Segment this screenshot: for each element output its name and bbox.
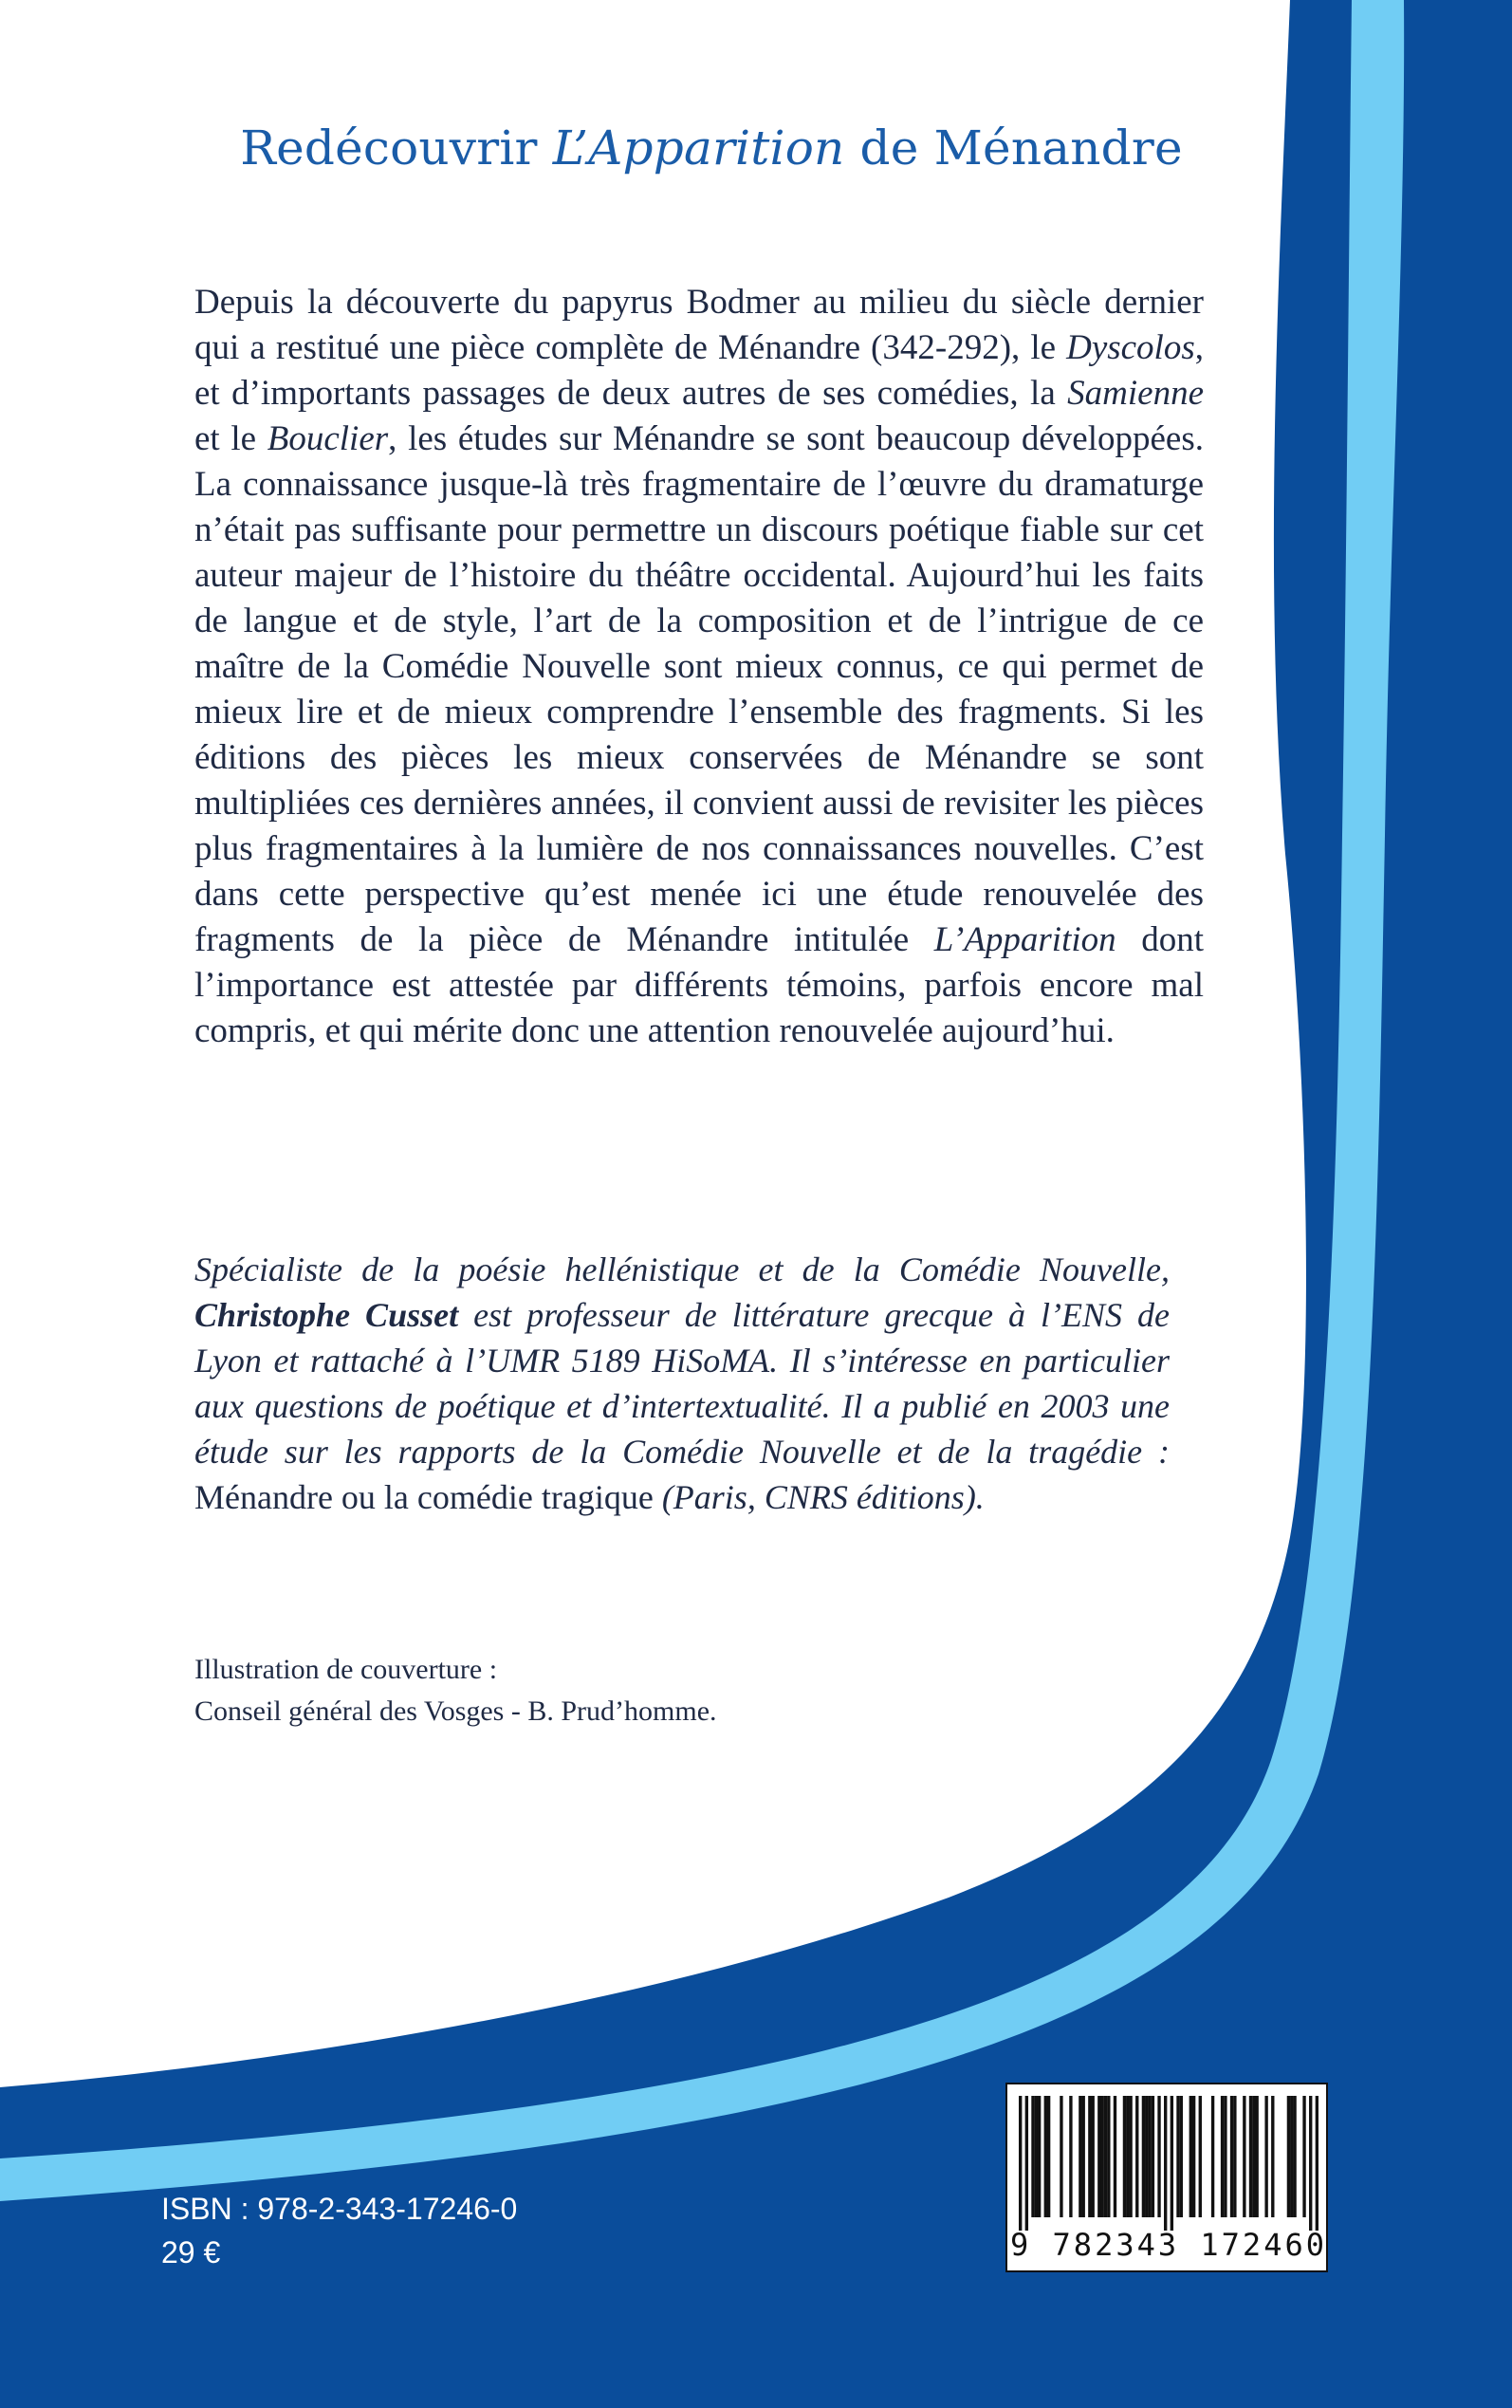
barcode-bar xyxy=(1252,2096,1255,2217)
book-summary xyxy=(194,280,1204,1054)
barcode-bar xyxy=(1126,2096,1129,2217)
summary-title-dyscolos: Dyscolos xyxy=(1066,328,1195,367)
barcode-bar xyxy=(1142,2096,1145,2217)
barcode-bar xyxy=(1025,2096,1028,2231)
barcode-bar xyxy=(1097,2096,1100,2217)
barcode xyxy=(1005,2083,1328,2272)
barcode-bar xyxy=(1316,2096,1318,2231)
barcode-bar xyxy=(1079,2096,1081,2217)
title-text-italic: L’Apparition xyxy=(552,120,845,176)
barcode-bar xyxy=(1309,2096,1312,2231)
barcode-bar xyxy=(1060,2096,1062,2217)
title-text-before: Redécouvrir xyxy=(240,120,553,176)
barcode-bar xyxy=(1290,2096,1293,2217)
barcode-digits: 9 782343 172460 xyxy=(1010,2227,1327,2263)
credit-label: Illustration de couverture : xyxy=(194,1654,498,1685)
barcode-bar xyxy=(1019,2096,1022,2231)
title-text-after: de Ménandre xyxy=(844,120,1183,176)
barcode-bar xyxy=(1230,2096,1233,2217)
summary-text: , et d’importants passages de deux autres de ses comédies, la xyxy=(194,328,1204,413)
barcode-bars xyxy=(1019,2096,1318,2231)
barcode-bar xyxy=(1123,2096,1126,2217)
barcode-bar xyxy=(1044,2096,1047,2217)
price: 29 € xyxy=(161,2235,221,2269)
bio-book-title: Ménandre ou la comédie tragique xyxy=(194,1478,654,1516)
isbn-price-block xyxy=(161,2187,517,2274)
barcode-bar xyxy=(1148,2096,1151,2217)
barcode-bar xyxy=(1100,2096,1103,2217)
barcode-bar xyxy=(1047,2096,1050,2217)
barcode-bar xyxy=(1069,2096,1072,2217)
barcode-bar xyxy=(1088,2096,1091,2217)
page-title xyxy=(0,120,1423,176)
summary-text: , les études sur Ménandre se sont beaucoup développées. La connaissance jusque-là très fragmentaire de l’œuvre du dramaturge n’était pas suffisante pour permettre un discours poétique fiable sur cet auteur majeur de l’histoire du théâtre occidental. Aujourd’hui les faits de langue et de style, l’art de la composition et de l’intrigue de ce maître de la Comédie Nouvelle sont mieux connus, ce qui permet de mieux lire et de mieux comprendre l’ensemble des fragments. Si les éditions des pièces les mieux conservées de Ménandre se sont multipliées ces dernières années, il convient aussi de revisiter les pièces plus fragmentaires à la lumière de nos connaissances nouvelles. C’est dans cette perspective qu’est menée ici une étude renouvelée des fragments de la pièce de Ménandre intitulée xyxy=(194,419,1204,959)
barcode-bar xyxy=(1302,2096,1305,2217)
barcode-bar xyxy=(1082,2096,1085,2217)
barcode-bar xyxy=(1135,2096,1138,2217)
summary-title-bouclier: Bouclier xyxy=(267,419,389,458)
barcode-bar xyxy=(1145,2096,1148,2217)
barcode-bar xyxy=(1129,2096,1132,2217)
barcode-bar xyxy=(1164,2096,1167,2231)
credit-source: Conseil général des Vosges - B. Prud’homme. xyxy=(194,1695,717,1727)
barcode-bar xyxy=(1211,2096,1214,2217)
barcode-bar xyxy=(1192,2096,1195,2217)
barcode-bar xyxy=(1104,2096,1107,2217)
illustration-credit xyxy=(194,1649,1048,1732)
barcode-bar xyxy=(1221,2096,1224,2217)
summary-text: et le xyxy=(194,419,267,458)
barcode-bar xyxy=(1249,2096,1252,2217)
summary-title-samienne: Samienne xyxy=(1067,374,1204,413)
barcode-bar xyxy=(1176,2096,1179,2217)
barcode-bar xyxy=(1243,2096,1245,2217)
bio-text: est professeur de littérature grecque à l’ENS de Lyon et rattaché à l’UMR 5189 HiSoMA. Il s’intéresse en particulier aux questions de poétique et d’intertextualité. Il a publié en 2003 une étude sur les rapports de la Comédie Nouvelle et de la tragédie : xyxy=(194,1296,1170,1471)
barcode-bar xyxy=(1189,2096,1192,2217)
bio-text: Spécialiste de la poésie hellénistique et de la Comédie Nouvelle, xyxy=(194,1250,1170,1288)
barcode-bar xyxy=(1293,2096,1296,2217)
barcode-bar xyxy=(1114,2096,1116,2217)
barcode-bar xyxy=(1224,2096,1226,2217)
barcode-bar xyxy=(1171,2096,1173,2231)
barcode-bar xyxy=(1035,2096,1038,2217)
barcode-bar xyxy=(1092,2096,1095,2217)
barcode-bar xyxy=(1264,2096,1267,2217)
barcode-bar xyxy=(1233,2096,1236,2217)
barcode-bar xyxy=(1271,2096,1274,2217)
barcode-bar xyxy=(1152,2096,1154,2217)
summary-text: Depuis la découverte du papyrus Bodmer au milieu du siècle dernier qui a restitué une pièce complète de Ménandre (342-292), le xyxy=(194,283,1204,367)
barcode-bar xyxy=(1107,2096,1110,2217)
barcode-bar xyxy=(1031,2096,1034,2217)
author-name: Christophe Cusset xyxy=(194,1296,459,1334)
summary-text: dont l’importance est attestée par différents témoins, parfois encore mal compris, et qui mérite donc une attention renouvelée aujourd’hui. xyxy=(194,920,1204,1050)
summary-title-apparition: L’Apparition xyxy=(933,920,1116,959)
author-bio xyxy=(194,1247,1170,1520)
isbn-number: ISBN : 978-2-343-17246-0 xyxy=(161,2192,518,2226)
barcode-bar xyxy=(1199,2096,1202,2217)
barcode-bar xyxy=(1287,2096,1290,2217)
bio-text: (Paris, CNRS éditions). xyxy=(653,1478,985,1516)
barcode-bar xyxy=(1038,2096,1041,2217)
barcode-bar xyxy=(1180,2096,1183,2217)
barcode-bar xyxy=(1157,2096,1160,2217)
barcode-bar xyxy=(1255,2096,1258,2217)
